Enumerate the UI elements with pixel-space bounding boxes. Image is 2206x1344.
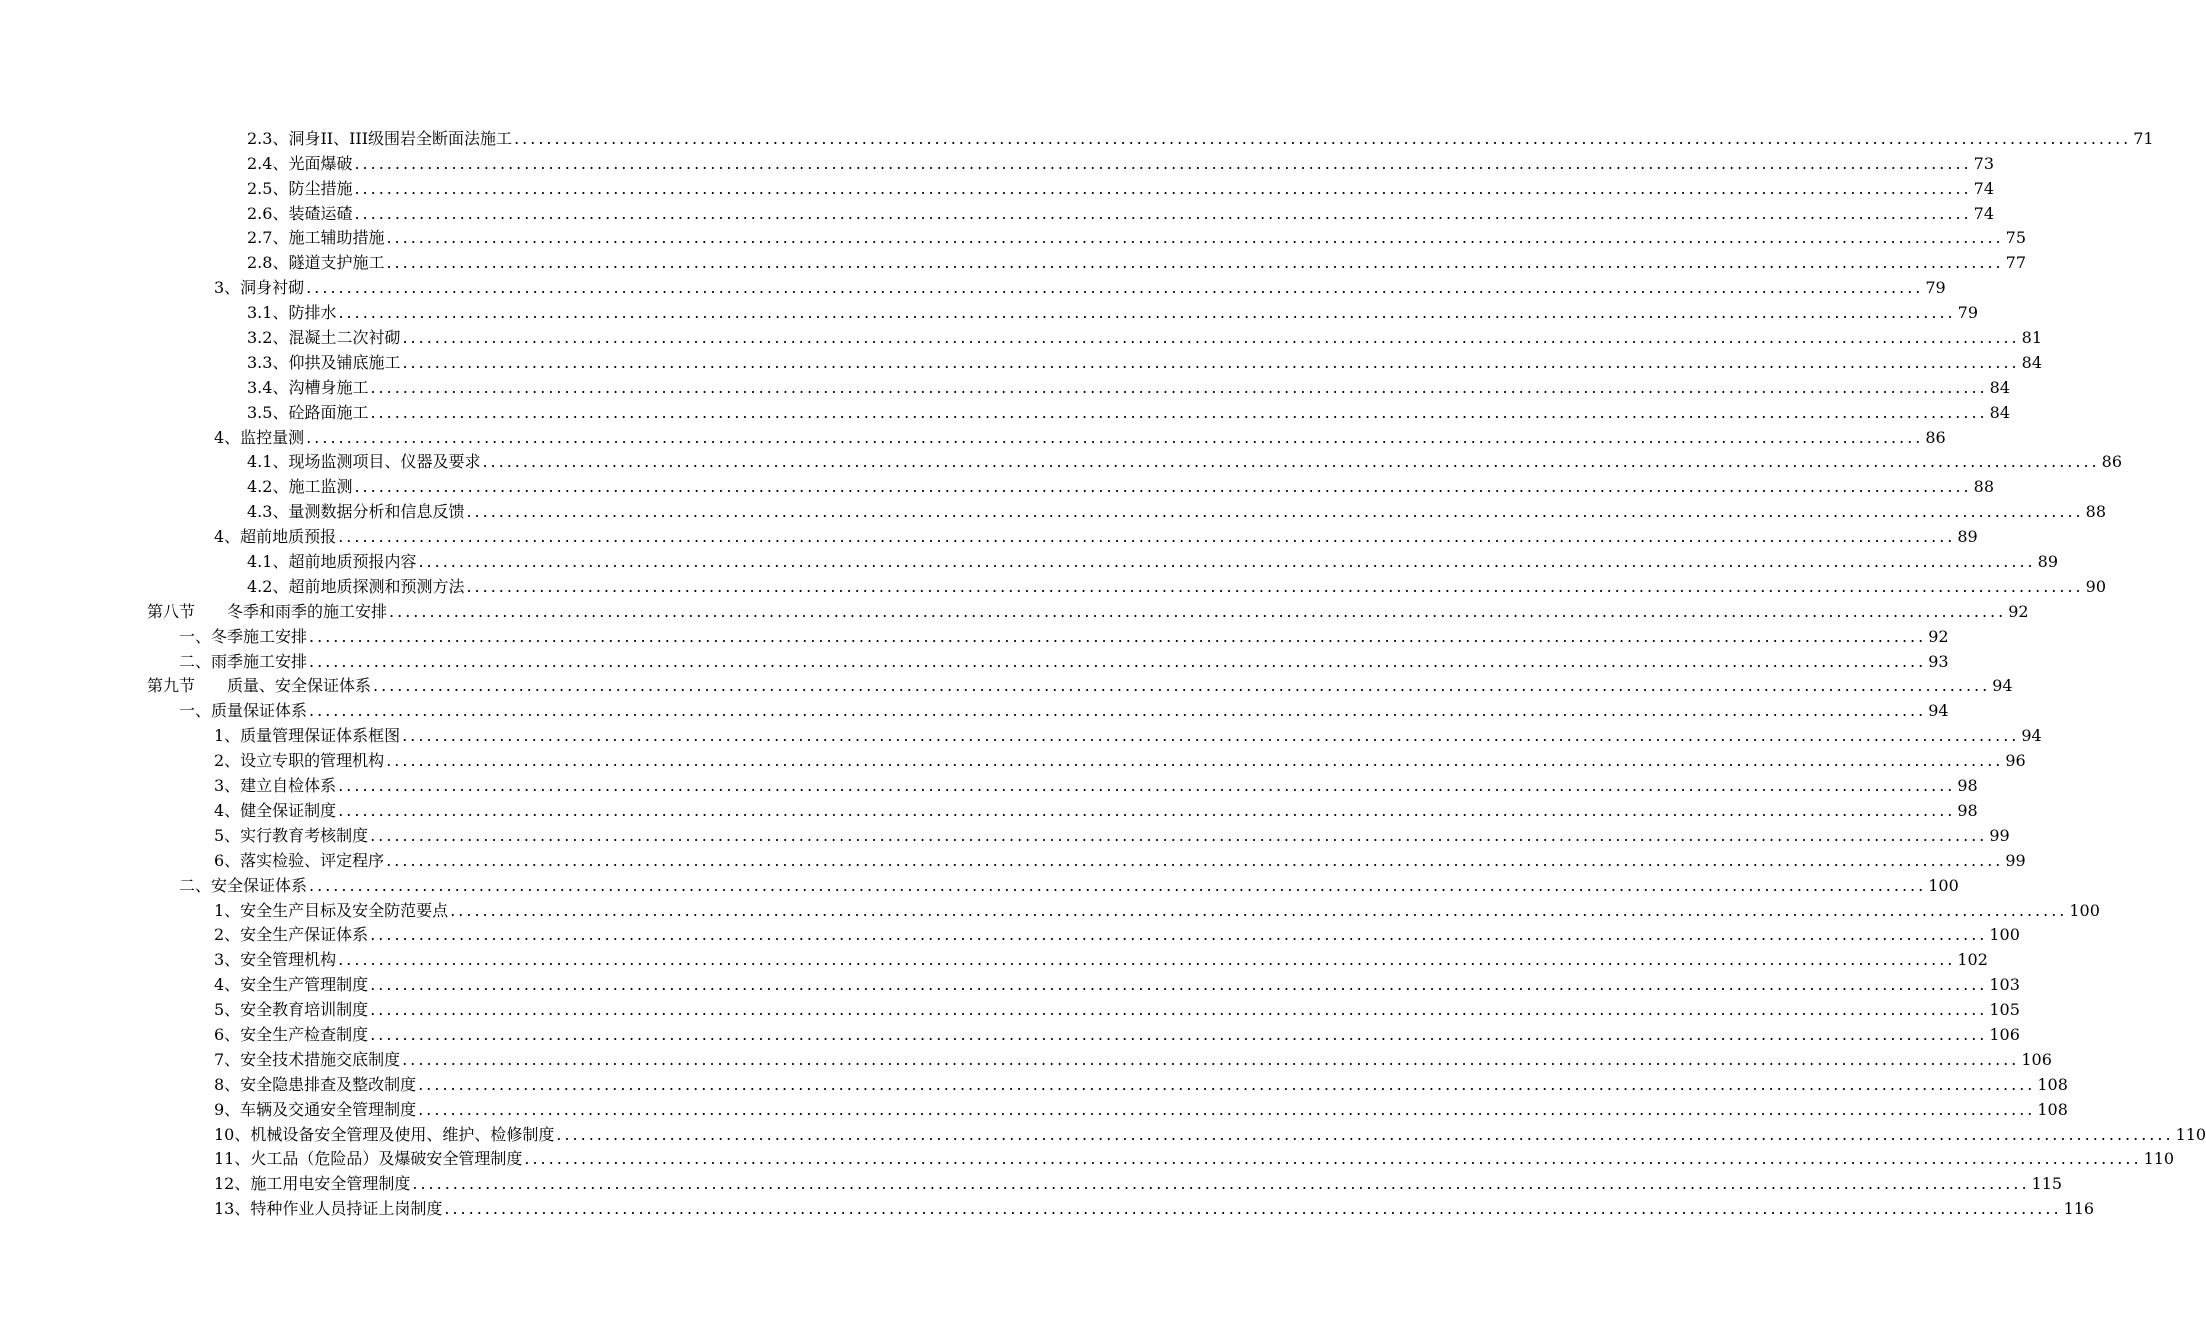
toc-entry-title: 一、冬季施工安排 [179,626,308,646]
toc-entry-title: 9、车辆及交通安全管理制度 [214,1099,417,1119]
toc-entry-title: 3.4、沟槽身施工 [247,377,369,397]
toc-entry-page-number: 96 [2005,751,2026,771]
toc-leader-dots: ........................................................................................................................................................................................................ [306,427,1924,447]
toc-leader-dots: ........................................................................................................................................................................................................ [402,328,2020,348]
toc-entry-page-number: 84 [2021,352,2042,372]
toc-entry-title: 4.3、量测数据分析和信息反馈 [247,502,465,522]
toc-leader-dots: ........................................................................................................................................................................................................ [444,1199,2062,1219]
toc-leader-dots: ........................................................................................................................................................................................................ [402,352,2020,372]
toc-entry[interactable] [0,1020,2020,1045]
toc-entry-page-number: 100 [1928,875,1959,895]
toc-leader-dots: ........................................................................................................................................................................................................ [524,1149,2142,1169]
toc-leader-dots: ........................................................................................................................................................................................................ [370,925,1988,945]
toc-entry-page-number: 79 [1925,278,1946,298]
toc-entry-title: 3.2、混凝土二次衬砌 [247,328,401,348]
toc-entry-page-number: 106 [2021,1049,2052,1069]
toc-leader-dots: ........................................................................................................................................................................................................ [402,1049,2020,1069]
toc-entry[interactable] [0,224,2026,249]
toc-entry-page-number: 110 [2175,1124,2206,1144]
toc-entry-page-number: 71 [2133,128,2154,148]
toc-entry-page-number: 77 [2005,253,2026,273]
toc-leader-dots: ........................................................................................................................................................................................................ [370,825,1988,845]
toc-entry[interactable] [0,1070,2068,1095]
toc-leader-dots: ........................................................................................................................................................................................................ [370,1000,1988,1020]
toc-entry-page-number: 98 [1957,800,1978,820]
toc-entry-title: 一、质量保证体系 [179,701,308,721]
toc-leader-dots: ........................................................................................................................................................................................................ [370,377,1988,397]
toc-entry[interactable] [0,1169,2063,1194]
toc-entry-title: 3、建立自检体系 [214,776,337,796]
toc-entry[interactable] [0,945,1988,970]
toc-entry-page-number: 116 [2063,1199,2095,1219]
toc-entry-page-number: 88 [1973,477,1994,497]
toc-entry-title: 5、安全教育培训制度 [214,1000,369,1020]
toc-leader-dots: ........................................................................................................................................................................................................ [354,153,1972,173]
toc-leader-dots: ........................................................................................................................................................................................................ [386,228,2004,248]
toc-leader-dots: ........................................................................................................................................................................................................ [338,303,1956,323]
toc-entry[interactable] [0,472,1994,497]
toc-entry[interactable] [0,547,2058,572]
toc-entry[interactable] [0,1120,2206,1145]
toc-entry-page-number: 98 [1957,776,1978,796]
toc-entry[interactable] [0,373,2010,398]
toc-leader-dots: ........................................................................................................................................................................................................ [354,178,1972,198]
toc-entry-title: 4、安全生产管理制度 [214,975,369,995]
toc-leader-dots: ........................................................................................................................................................................................................ [466,576,2084,596]
toc-entry[interactable] [0,199,1994,224]
toc-entry-title: 2.7、施工辅助措施 [247,228,385,248]
toc-leader-dots: ........................................................................................................................................................................................................ [338,776,1956,796]
toc-entry[interactable] [0,273,1946,298]
toc-entry[interactable] [0,771,1978,796]
toc-entry-page-number: 92 [2008,601,2029,621]
toc-entry[interactable] [0,298,1978,323]
toc-leader-dots: ........................................................................................................................................................................................................ [402,726,2020,746]
toc-entry-title: 8、安全隐患排查及整改制度 [214,1074,417,1094]
toc-entry[interactable] [0,1145,2175,1170]
toc-leader-dots: ........................................................................................................................................................................................................ [466,502,2084,522]
toc-leader-dots: ........................................................................................................................................................................................................ [370,1024,1988,1044]
toc-entry[interactable] [0,696,1949,721]
toc-leader-dots: ........................................................................................................................................................................................................ [309,875,1927,895]
toc-entry-page-number: 108 [2037,1074,2068,1094]
toc-entry-title: 11、火工品（危险品）及爆破安全管理制度 [214,1149,523,1169]
toc-entry[interactable] [0,597,2029,622]
toc-leader-dots: ........................................................................................................................................................................................................ [338,527,1956,547]
toc-entry[interactable] [0,871,1959,896]
toc-entry[interactable] [0,572,2106,597]
toc-entry-page-number: 93 [1928,651,1949,671]
toc-entry-page-number: 92 [1928,626,1949,646]
toc-entry-page-number: 103 [1989,975,2020,995]
toc-entry-title: 3、洞身衬砌 [214,278,305,298]
toc-entry[interactable] [0,1095,2068,1120]
toc-leader-dots: ........................................................................................................................................................................................................ [370,402,1988,422]
toc-entry-page-number: 105 [1989,1000,2020,1020]
toc-entry[interactable] [0,622,1949,647]
toc-entry-page-number: 94 [1928,701,1949,721]
toc-entry-page-number: 81 [2021,328,2042,348]
toc-leader-dots: ........................................................................................................................................................................................................ [306,278,1924,298]
toc-entry[interactable] [0,149,1994,174]
toc-entry-page-number: 86 [2101,452,2122,472]
toc-entry-title: 5、实行教育考核制度 [214,825,369,845]
toc-entry-page-number: 94 [2021,726,2042,746]
toc-entry-title: 2.4、光面爆破 [247,153,353,173]
toc-entry-title: 4、超前地质预报 [214,527,337,547]
toc-entry-page-number: 102 [1957,950,1988,970]
toc-entry[interactable] [0,348,2042,373]
toc-leader-dots: ........................................................................................................................................................................................................ [418,1074,2036,1094]
toc-entry-page-number: 73 [1973,153,1994,173]
toc-leader-dots: ........................................................................................................................................................................................................ [370,975,1988,995]
toc-entry-page-number: 94 [1992,676,2013,696]
toc-leader-dots: ........................................................................................................................................................................................................ [386,850,2004,870]
toc-entry[interactable] [0,921,2020,946]
toc-entry-title: 2.3、洞身II、III级围岩全断面法施工 [247,128,513,148]
toc-entry-title: 第八节 冬季和雨季的施工安排 [147,601,388,621]
toc-leader-dots: ........................................................................................................................................................................................................ [386,751,2004,771]
toc-entry-page-number: 79 [1957,303,1978,323]
toc-entry[interactable] [0,124,2154,149]
toc-leader-dots: ........................................................................................................................................................................................................ [412,1174,2030,1194]
toc-entry[interactable] [0,1045,2052,1070]
toc-entry-title: 3.1、防排水 [247,303,337,323]
toc-entry-page-number: 84 [1989,377,2010,397]
toc-leader-dots: ........................................................................................................................................................................................................ [309,651,1927,671]
toc-entry-page-number: 89 [2037,552,2058,572]
toc-entry-title: 6、落实检验、评定程序 [214,850,385,870]
toc-leader-dots: ........................................................................................................................................................................................................ [418,552,2036,572]
toc-entry[interactable] [0,398,2010,423]
toc-entry-title: 第九节 质量、安全保证体系 [147,676,372,696]
toc-entry[interactable] [0,174,1994,199]
toc-entry[interactable] [0,846,2026,871]
toc-entry-title: 7、安全技术措施交底制度 [214,1049,401,1069]
toc-entry-title: 4.2、施工监测 [247,477,353,497]
toc-entry-page-number: 86 [1925,427,1946,447]
toc-entry-page-number: 99 [2005,850,2026,870]
toc-leader-dots: ........................................................................................................................................................................................................ [309,626,1927,646]
toc-entry-title: 1、安全生产目标及安全防范要点 [214,900,449,920]
toc-entry-page-number: 74 [1973,178,1994,198]
toc-entry-page-number: 99 [1989,825,2010,845]
toc-entry[interactable] [0,672,2013,697]
toc-entry-title: 2、安全生产保证体系 [214,925,369,945]
toc-entry[interactable] [0,821,2010,846]
toc-entry-page-number: 84 [1989,402,2010,422]
toc-leader-dots: ........................................................................................................................................................................................................ [556,1124,2174,1144]
toc-entry-title: 3、安全管理机构 [214,950,337,970]
toc-entry-title: 4、监控量测 [214,427,305,447]
toc-leader-dots: ........................................................................................................................................................................................................ [338,950,1956,970]
toc-entry[interactable] [0,448,2122,473]
toc-entry[interactable] [0,423,1946,448]
toc-entry[interactable] [0,647,1949,672]
toc-entry[interactable] [0,522,1978,547]
toc-entry-title: 12、施工用电安全管理制度 [214,1174,411,1194]
toc-entry[interactable] [0,248,2026,273]
toc-entry-page-number: 108 [2037,1099,2068,1119]
toc-entry-title: 二、雨季施工安排 [179,651,308,671]
toc-leader-dots: ........................................................................................................................................................................................................ [450,900,2068,920]
toc-entry[interactable] [0,721,2042,746]
toc-entry-page-number: 115 [2031,1174,2063,1194]
toc-entry-title: 4.1、现场监测项目、仪器及要求 [247,452,481,472]
toc-entry[interactable] [0,970,2020,995]
toc-leader-dots: ........................................................................................................................................................................................................ [389,601,2007,621]
toc-entry-page-number: 75 [2005,228,2026,248]
toc-leader-dots: ........................................................................................................................................................................................................ [354,477,1972,497]
toc-entry-title: 2、设立专职的管理机构 [214,751,385,771]
toc-entry-page-number: 88 [2085,502,2106,522]
toc-leader-dots: ........................................................................................................................................................................................................ [338,800,1956,820]
toc-leader-dots: ........................................................................................................................................................................................................ [354,203,1972,223]
toc-entry-page-number: 74 [1973,203,1994,223]
toc-entry[interactable] [0,746,2026,771]
toc-leader-dots: ........................................................................................................................................................................................................ [386,253,2004,273]
toc-entry-title: 10、机械设备安全管理及使用、维护、检修制度 [214,1124,555,1144]
toc-entry-page-number: 90 [2085,576,2106,596]
toc-entry-title: 2.6、装碴运碴 [247,203,353,223]
toc-entry[interactable] [0,896,2100,921]
toc-entry-title: 2.8、隧道支护施工 [247,253,385,273]
toc-entry-title: 4、健全保证制度 [214,800,337,820]
toc-entry-title: 二、安全保证体系 [179,875,308,895]
toc-entry-title: 1、质量管理保证体系框图 [214,726,401,746]
toc-entry-title: 2.5、防尘措施 [247,178,353,198]
toc-entry-title: 6、安全生产检查制度 [214,1024,369,1044]
toc-leader-dots: ........................................................................................................................................................................................................ [482,452,2100,472]
toc-entry-title: 4.2、超前地质探测和预测方法 [247,576,465,596]
toc-entry-page-number: 106 [1989,1024,2020,1044]
toc-entry-page-number: 100 [1989,925,2020,945]
toc-entry[interactable] [0,796,1978,821]
toc-leader-dots: ........................................................................................................................................................................................................ [373,676,1991,696]
toc-entry[interactable] [0,995,2020,1020]
toc-entry[interactable] [0,1194,2095,1219]
toc-entry-title: 3.3、仰拱及铺底施工 [247,352,401,372]
toc-entry-title: 13、特种作业人员持证上岗制度 [214,1199,443,1219]
toc-entry[interactable] [0,323,2042,348]
toc-entry-page-number: 100 [2069,900,2100,920]
toc-entry-page-number: 110 [2143,1149,2175,1169]
toc-leader-dots: ........................................................................................................................................................................................................ [418,1099,2036,1119]
toc-leader-dots: ........................................................................................................................................................................................................ [514,128,2132,148]
toc-entry-title: 3.5、砼路面施工 [247,402,369,422]
table-of-contents [0,124,2206,1219]
toc-entry-page-number: 89 [1957,527,1978,547]
toc-entry-title: 4.1、超前地质预报内容 [247,552,417,572]
toc-entry[interactable] [0,497,2106,522]
toc-leader-dots: ........................................................................................................................................................................................................ [309,701,1927,721]
